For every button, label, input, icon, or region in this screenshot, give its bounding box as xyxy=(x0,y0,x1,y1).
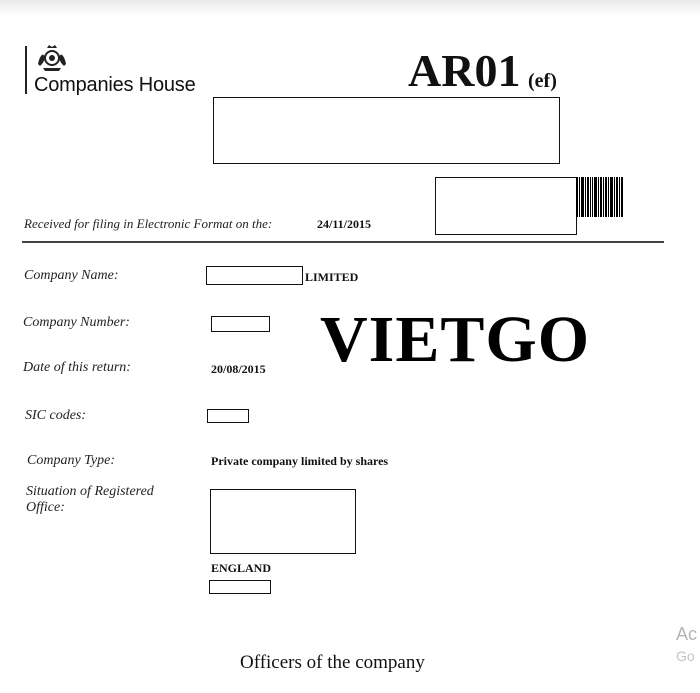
header-divider xyxy=(22,241,664,243)
redacted-company-number-box xyxy=(211,316,270,332)
logo-divider xyxy=(25,46,27,94)
date-of-return-label: Date of this return: xyxy=(23,360,131,375)
redacted-postcode-box xyxy=(209,580,271,594)
redacted-barcode-number-box xyxy=(435,177,577,235)
company-number-label: Company Number: xyxy=(23,315,130,330)
registered-office-country: ENGLAND xyxy=(211,561,272,575)
redacted-registered-office-box xyxy=(210,489,356,554)
sic-codes-label: SIC codes: xyxy=(25,408,87,423)
officers-section-title: Officers of the company xyxy=(240,652,425,673)
watermark: VIETGO xyxy=(320,303,591,376)
company-type-label: Company Type: xyxy=(27,453,115,468)
form-suffix: (ef) xyxy=(528,70,557,92)
activation-overlay-line2: Go xyxy=(676,648,695,664)
redacted-company-name-box xyxy=(206,266,303,285)
company-type-value: Private company limited by shares xyxy=(211,454,389,468)
royal-crest-icon xyxy=(34,42,70,72)
activation-overlay-line1: Ac xyxy=(676,624,698,644)
registered-office-label-line2: Office: xyxy=(26,500,65,515)
company-name-label: Company Name: xyxy=(24,268,119,283)
redacted-sic-codes-box xyxy=(207,409,249,423)
registered-office-label-line1: Situation of Registered xyxy=(26,484,154,499)
received-date: 24/11/2015 xyxy=(317,217,372,231)
received-label: Received for filing in Electronic Format on the: xyxy=(24,216,273,231)
company-name-suffix: LIMITED xyxy=(305,270,359,284)
date-of-return-value: 20/08/2015 xyxy=(211,362,266,376)
form-code: AR01 xyxy=(408,45,521,96)
organisation-name: Companies House xyxy=(34,74,196,96)
redacted-header-box xyxy=(213,97,560,164)
top-shade xyxy=(0,0,700,16)
barcode-icon xyxy=(576,177,634,217)
